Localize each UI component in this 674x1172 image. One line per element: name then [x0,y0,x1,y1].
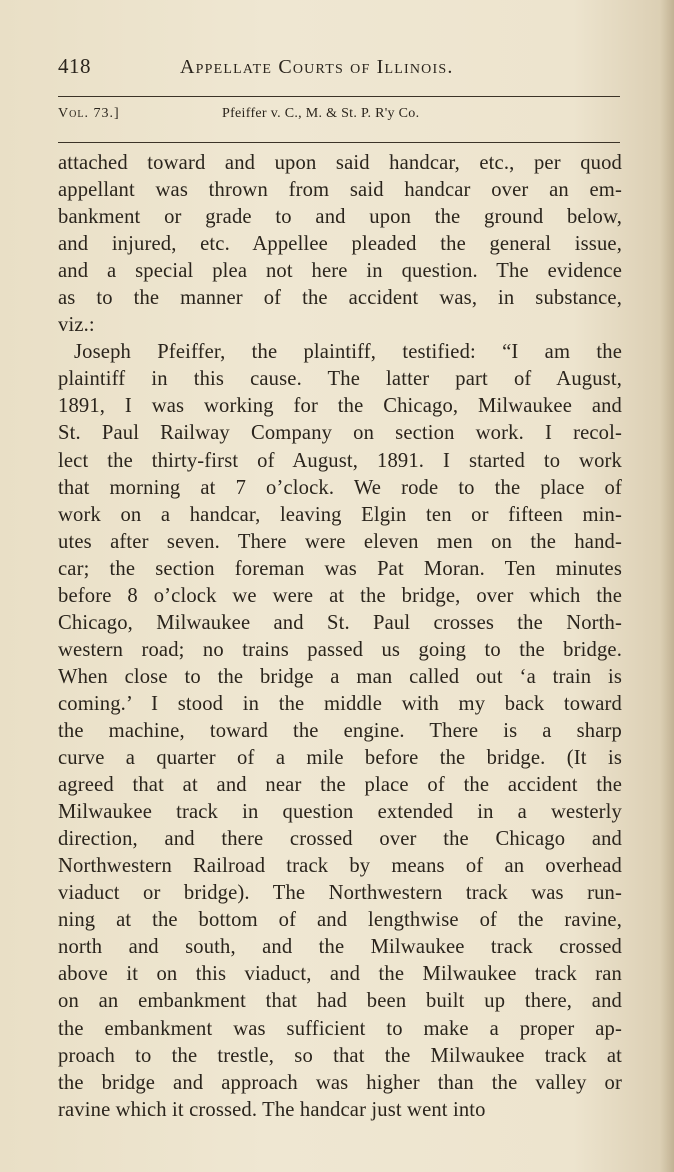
text-line: the machine, toward the engine. There is a sharp [58,719,622,742]
text-line: above it on this viaduct, and the Milwaukee track ran [58,963,622,986]
text-line: the embankment was sufficient to make a proper ap- [58,1017,622,1040]
text-line: north and south, and the Milwaukee track crossed [58,936,622,959]
text-line: that morning at 7 o’clock. We rode to the place of [58,476,622,499]
text-line: bankment or grade to and upon the ground below, [58,206,622,229]
text-line: as to the manner of the accident was, in substance, [58,287,622,310]
text-line: Milwaukee track in question extended in a westerly [58,801,622,824]
case-subheader [58,106,618,128]
text-line: coming.’ I stood in the middle with my back toward [58,692,622,715]
subheader-rule [58,142,620,143]
text-line: work on a handcar, leaving Elgin ten or fifteen min- [58,503,622,526]
text-line: 1891, I was working for the Chicago, Milwaukee and [58,395,622,418]
header-rule [58,96,620,97]
page-edge-shadow [660,0,674,1172]
text-line: When close to the bridge a man called out ‘a train is [58,665,622,688]
text-line: proach to the trestle, so that the Milwaukee track at [58,1044,622,1067]
running-title: Appellate Courts of Illinois. [180,56,454,78]
text-line: attached toward and upon said handcar, etc., per quod [58,152,622,174]
text-line: agreed that at and near the place of the accident the [58,774,622,797]
running-header [58,54,618,82]
volume-label: Vol. 73.] [58,106,120,121]
text-line: Northwestern Railroad track by means of an overhead [58,855,622,878]
text-line: before 8 o’clock we were at the bridge, over which the [58,584,622,607]
text-line: and injured, etc. Appellee pleaded the general issue, [58,233,622,256]
text-line: direction, and there crossed over the Chicago and [58,828,622,851]
text-line: viaduct or bridge). The Northwestern track was run- [58,882,622,905]
text-line: on an embankment that had been built up there, and [58,990,622,1013]
text-line: utes after seven. There were eleven men on the hand- [58,530,622,553]
text-line: St. Paul Railway Company on section work. I recol- [58,422,622,445]
text-line: lect the thirty-first of August, 1891. I started to work [58,449,622,472]
text-line: viz.: [58,314,95,337]
body-text [58,150,622,1124]
text-line: car; the section foreman was Pat Moran. Ten minutes [58,557,622,580]
text-line: appellant was thrown from said handcar over an em- [58,179,622,202]
text-line: ravine which it crossed. The handcar just went into [58,1098,486,1121]
text-line: western road; no trains passed us going to the bridge. [58,638,622,661]
text-line: Chicago, Milwaukee and St. Paul crosses the North- [58,611,622,634]
case-name: Pfeiffer v. C., M. & St. P. R'y Co. [222,106,420,121]
text-line: the bridge and approach was higher than the valley or [58,1071,622,1094]
page-number: 418 [58,54,91,78]
text-line: Joseph Pfeiffer, the plaintiff, testified: “I am the [74,341,622,364]
text-line: plaintiff in this cause. The latter part of August, [58,368,622,391]
text-line: and a special plea not here in question. The evidence [58,260,622,283]
text-line: ning at the bottom of and lengthwise of the ravine, [58,909,622,932]
text-line: curve a quarter of a mile before the bridge. (It is [58,747,622,770]
